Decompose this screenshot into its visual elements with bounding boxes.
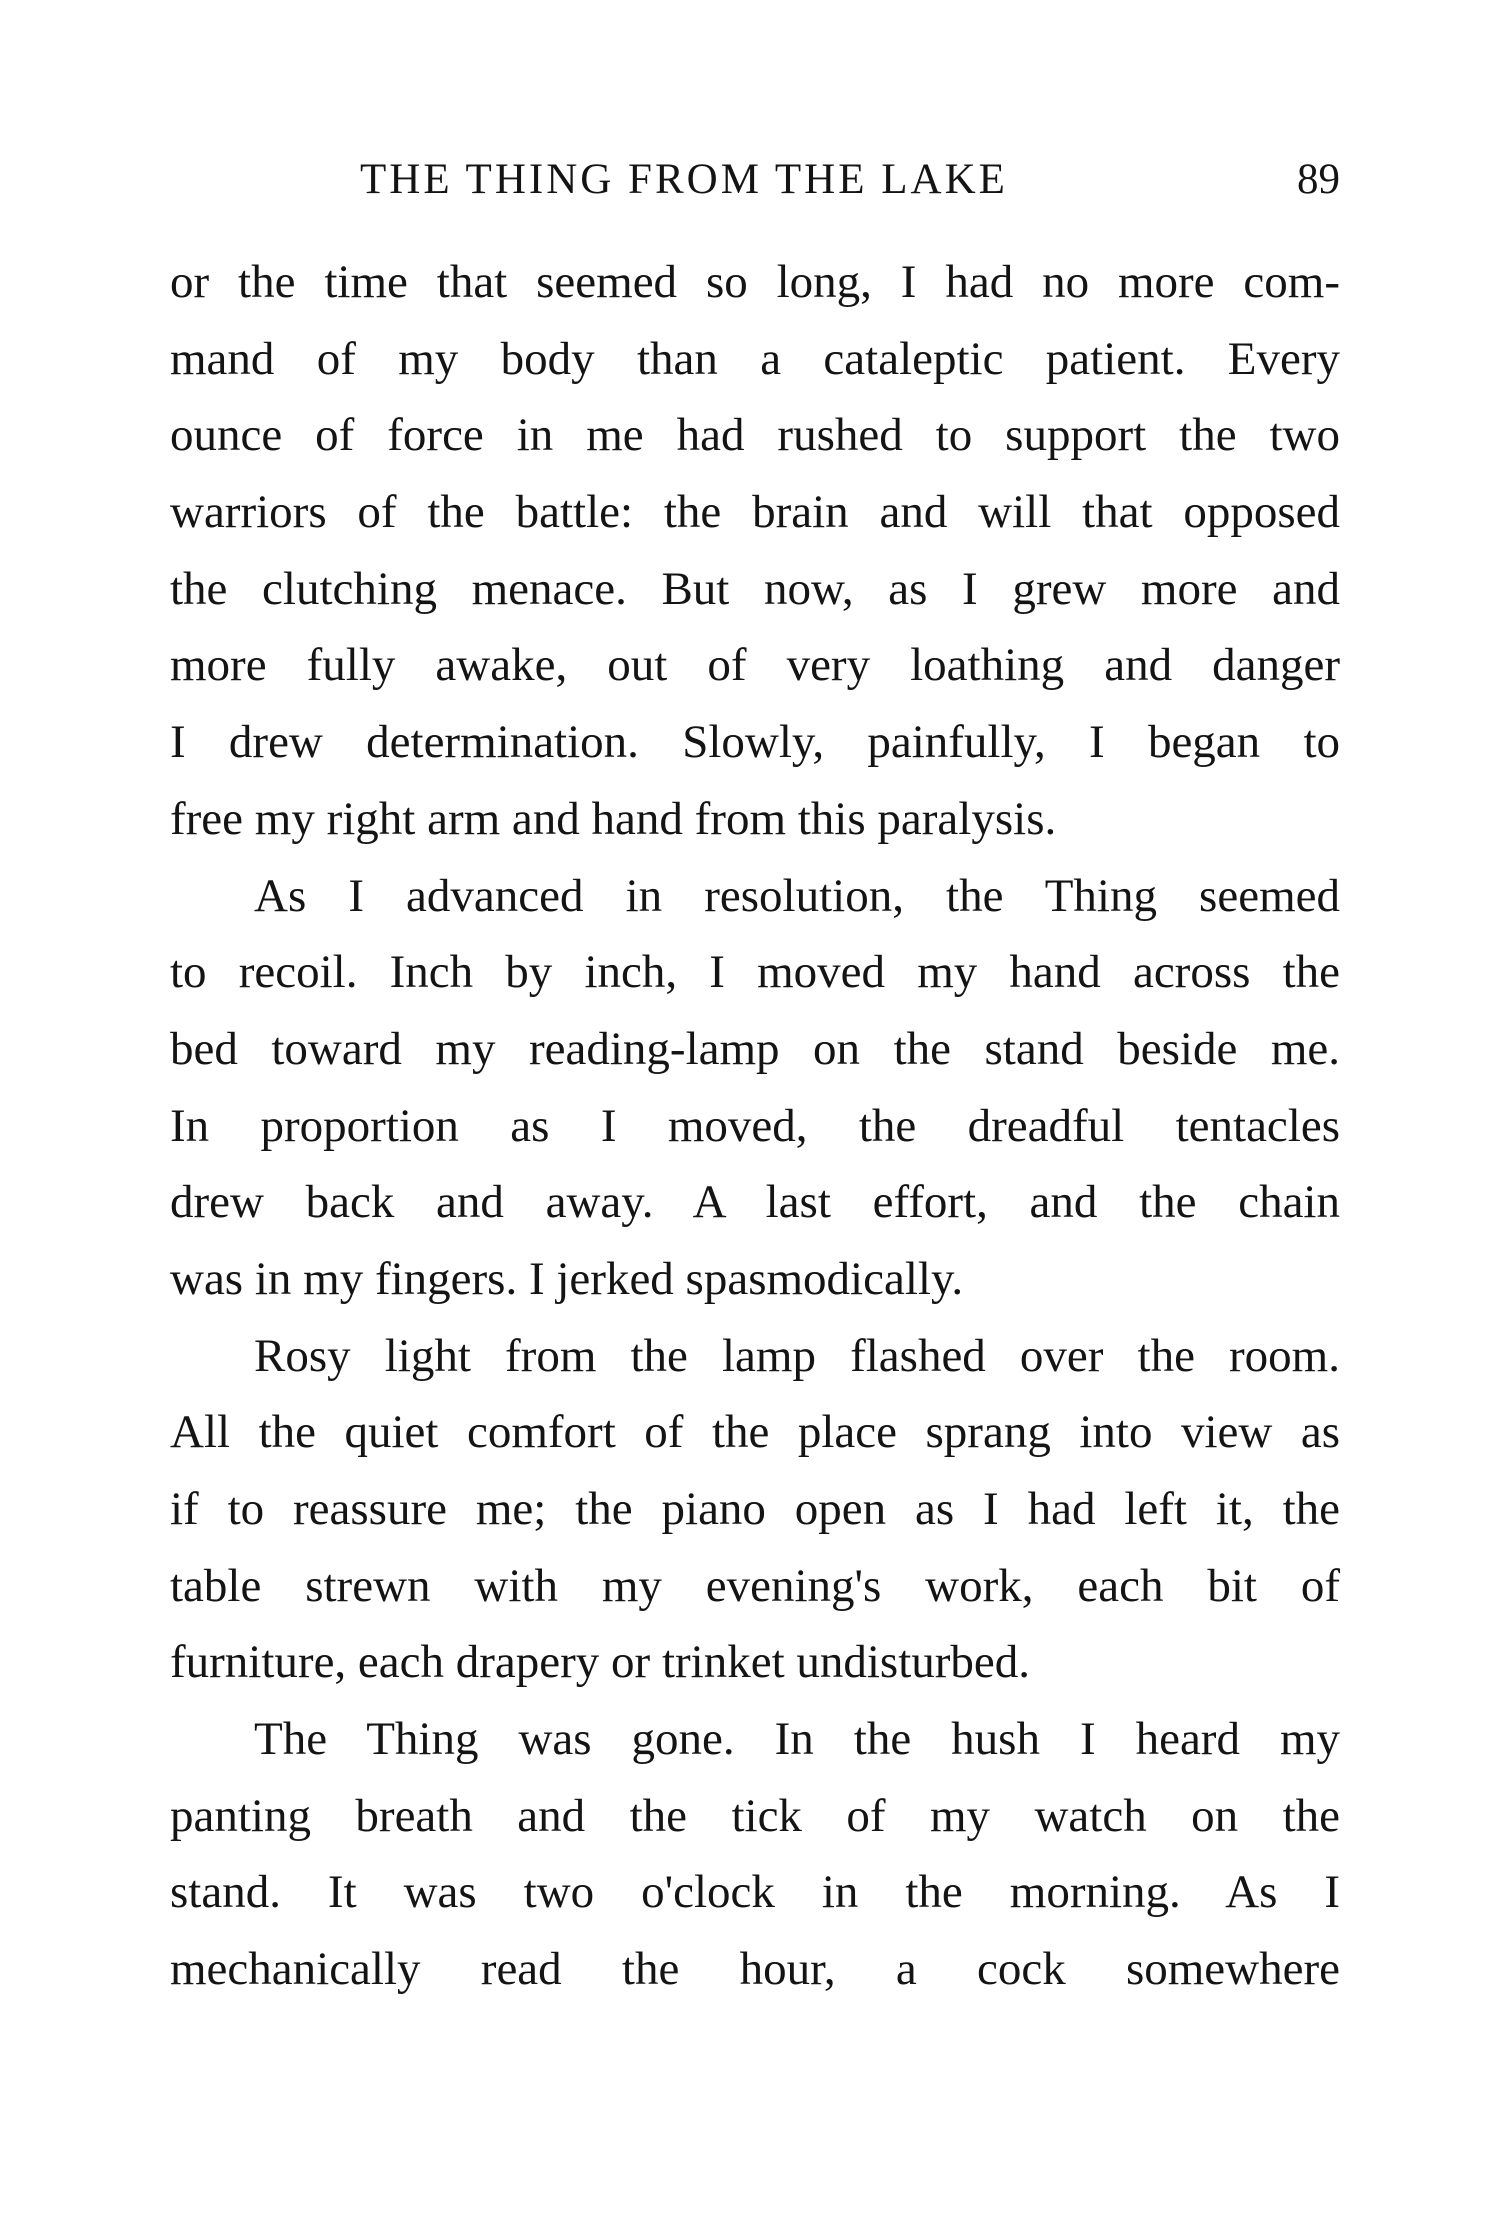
text-line: As I advanced in resolution, the Thing seemed [254, 869, 1340, 922]
text-line: warriors of the battle: the brain and will that opposed [170, 486, 1340, 539]
text-line: ounce of force in me had rushed to support the two [170, 409, 1340, 462]
body-text [170, 244, 1340, 2008]
text-line: the clutching menace. But now, as I grew more and [170, 562, 1340, 615]
text-line: The Thing was gone. In the hush I heard my [254, 1713, 1340, 1766]
paragraph-1 [170, 244, 1340, 858]
text-line: or the time that seemed so long, I had no more com- [170, 256, 1340, 308]
running-head [170, 150, 1340, 210]
text-line: more fully awake, out of very loathing and danger [170, 639, 1340, 692]
text-line: free my right arm and hand from this paralysis. [170, 792, 1057, 845]
page-number: 89 [1297, 156, 1340, 203]
text-line: In proportion as I moved, the dreadful tentacles [170, 1099, 1340, 1152]
text-line: stand. It was two o'clock in the morning. As I [170, 1866, 1340, 1919]
text-line: mand of my body than a cataleptic patient. Every [170, 332, 1340, 385]
paragraph-2 [170, 858, 1340, 1318]
paragraph-4 [170, 1701, 1340, 2008]
text-line: panting breath and the tick of my watch on the [170, 1789, 1340, 1842]
running-title: THE THING FROM THE LAKE [360, 156, 1008, 203]
text-line: I drew determination. Slowly, painfully, I began to [170, 716, 1340, 769]
paragraph-3 [170, 1318, 1340, 1701]
text-line: furniture, each drapery or trinket undisturbed. [170, 1636, 1031, 1689]
text-line: table strewn with my evening's work, each bit of [170, 1559, 1340, 1612]
text-line: to recoil. Inch by inch, I moved my hand across the [170, 946, 1340, 999]
text-line: was in my fingers. I jerked spasmodically. [170, 1252, 964, 1305]
text-line: if to reassure me; the piano open as I had left it, the [170, 1483, 1340, 1535]
text-line: drew back and away. A last effort, and the chain [170, 1176, 1340, 1229]
text-line: bed toward my reading-lamp on the stand beside me. [170, 1022, 1340, 1075]
text-line: Rosy light from the lamp flashed over the room. [254, 1329, 1340, 1382]
text-line: mechanically read the hour, a cock somewhere [170, 1943, 1340, 1996]
text-line: All the quiet comfort of the place sprang into view as [170, 1406, 1340, 1459]
